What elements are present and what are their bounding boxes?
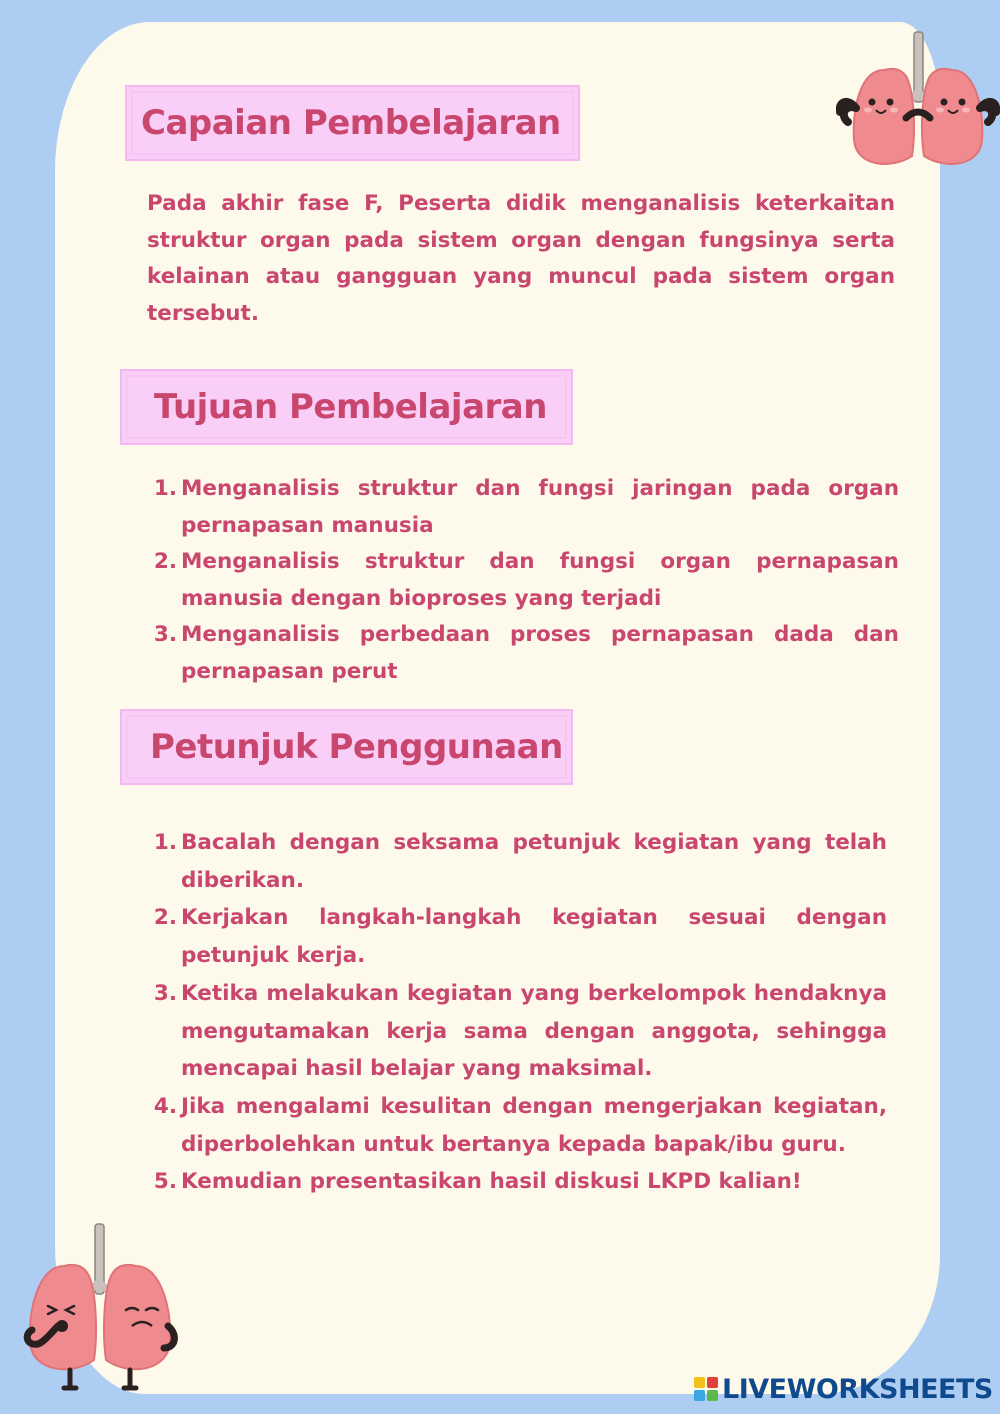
brand-name: LIVEWORKSHEETS [722, 1373, 993, 1405]
tujuan-title: Tujuan Pembelajaran [154, 387, 547, 427]
list-item [147, 1088, 887, 1163]
list-number: 5. [153, 1169, 177, 1195]
list-item [147, 899, 887, 974]
list-text: Menganalisis perbedaan proses pernapasan dada dan pernapasan perut [181, 622, 899, 684]
list-text: Jika mengalami kesulitan dengan mengerjakan kegiatan, diperbolehkan untuk bertanya kepada bapak/ibu guru. [181, 1093, 887, 1157]
list-number: 4. [153, 1093, 177, 1119]
list-text: Kemudian presentasikan hasil diskusi LKPD kalian! [181, 1169, 802, 1195]
list-item [147, 975, 887, 1088]
list-text: Menganalisis struktur dan fungsi jaringan pada organ pernapasan manusia [181, 476, 899, 538]
list-number: 3. [153, 622, 177, 647]
capaian-title: Capaian Pembelajaran [141, 103, 561, 143]
capaian-heading-box [125, 85, 580, 161]
tujuan-list [147, 471, 899, 690]
list-number: 1. [153, 476, 177, 501]
capaian-body: Pada akhir fase F, Peserta didik menganalisis keterkaitan struktur organ pada sistem organ dengan fungsinya serta kelainan atau gangguan yang muncul pada sistem organ tersebut. [147, 191, 895, 326]
petunjuk-list [147, 824, 887, 1201]
list-text: Menganalisis struktur dan fungsi organ pernapasan manusia dengan bioproses yang terjadi [181, 549, 899, 611]
list-number: 2. [153, 549, 177, 574]
liveworksheets-logo-icon [694, 1377, 718, 1401]
coughing-lungs-mascot-icon [18, 1222, 183, 1394]
list-item [147, 1163, 887, 1201]
list-number: 3. [153, 980, 177, 1006]
list-number: 1. [153, 830, 177, 855]
petunjuk-heading-box [120, 709, 573, 785]
list-item [147, 544, 899, 617]
list-item [147, 471, 899, 544]
happy-lungs-mascot-icon [836, 30, 1000, 174]
tujuan-heading-box [120, 369, 573, 445]
list-text: Ketika melakukan kegiatan yang berkelompok hendaknya mengutamakan kerja sama dengan anggota, sehingga mencapai hasil belajar yang maksimal. [181, 980, 887, 1082]
list-text: Kerjakan langkah-langkah kegiatan sesuai dengan petunjuk kerja. [181, 905, 887, 969]
list-number: 2. [153, 905, 177, 931]
petunjuk-title: Petunjuk Penggunaan [150, 727, 563, 767]
list-item [147, 824, 887, 899]
list-item [147, 617, 899, 690]
list-text: Bacalah dengan seksama petunjuk kegiatan yang telah diberikan. [181, 830, 887, 893]
liveworksheets-logo[interactable] [694, 1374, 993, 1404]
